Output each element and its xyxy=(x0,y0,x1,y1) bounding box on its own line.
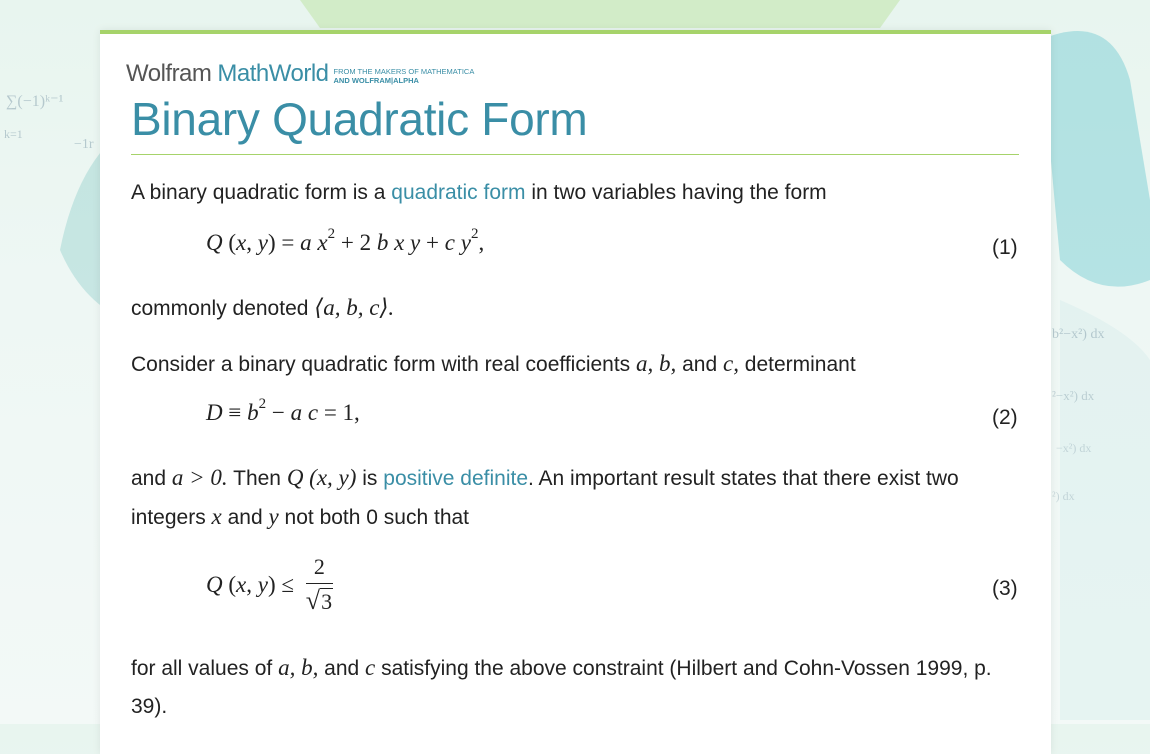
svg-text:²) dx: ²) dx xyxy=(1052,489,1075,503)
p3-text-e: determinant xyxy=(738,353,856,376)
p1-text-b: in two variables having the form xyxy=(525,181,827,204)
link-positive-definite[interactable]: positive definite xyxy=(383,467,529,490)
logo-tagline xyxy=(334,67,475,85)
equation-1-number: (1) xyxy=(992,236,1018,259)
p4-text-h: and xyxy=(221,506,269,529)
paragraph-3 xyxy=(131,345,1011,384)
p5-text-e: satisfying the above constraint (Hilbert and Cohn-Vossen 1999, p. 39). xyxy=(131,657,992,718)
svg-text:−1r: −1r xyxy=(74,137,94,152)
p2-text: commonly denoted xyxy=(131,297,315,320)
equation-3: Q (x, y) ≤ $\frac{2}{√3}$ xyxy=(206,554,333,615)
p4-text-a: and xyxy=(131,467,172,490)
p5-math-ab: a, b, xyxy=(278,655,319,680)
p3-text-a: Consider a binary quadratic form with real coefficients xyxy=(131,353,637,376)
p1-text-a: A binary quadratic form is a xyxy=(131,181,392,204)
p4-math-y: y xyxy=(268,504,279,529)
logo-mathworld-text: MathWorld xyxy=(217,60,329,87)
p4-text-j: not both 0 such that xyxy=(278,506,470,529)
p4-math-a: a > 0. xyxy=(171,465,228,490)
svg-text:²−x²) dx: ²−x²) dx xyxy=(1052,388,1095,403)
equation-3-number: (3) xyxy=(992,577,1018,600)
svg-text:b²−x²) dx: b²−x²) dx xyxy=(1052,327,1105,342)
svg-text:−x²) dx: −x²) dx xyxy=(1056,441,1092,455)
logo-wolfram-text: Wolfram xyxy=(126,60,212,87)
p5-text-c: and xyxy=(318,657,366,680)
equation-2: $D \equiv b^2 - a$ c = 1, xyxy=(206,396,360,425)
p4-text-e: is xyxy=(356,467,384,490)
p3-math-c: c, xyxy=(722,351,739,376)
p4-math-q: Q (x, y) xyxy=(286,465,357,490)
link-quadratic-form[interactable]: quadratic form xyxy=(391,181,526,204)
logo-tagline-2: AND WOLFRAM|ALPHA xyxy=(333,76,419,85)
p5-math-c: c xyxy=(365,655,376,680)
page-title: Binary Quadratic Form xyxy=(131,93,588,145)
svg-text:k=1: k=1 xyxy=(4,127,23,141)
p4-text-f: . An important result states that there exist two integers xyxy=(131,467,959,529)
paragraph-5 xyxy=(131,649,1011,726)
content-card xyxy=(100,30,1051,754)
p4-text-c: Then xyxy=(227,467,287,490)
p5-text-a: for all values of xyxy=(131,657,279,680)
mathworld-logo[interactable] xyxy=(126,60,474,88)
p3-text-c: and xyxy=(676,353,723,376)
p4-math-x: x xyxy=(211,504,222,529)
paragraph-4 xyxy=(131,459,1011,537)
paragraph-2 xyxy=(131,289,1011,328)
equation-2-number: (2) xyxy=(992,406,1018,429)
fraction: $\frac{2}{√3}$ xyxy=(305,554,333,615)
svg-text:∑(−1)ᵏ⁻¹: ∑(−1)ᵏ⁻¹ xyxy=(6,93,64,110)
logo-tagline-1: FROM THE MAKERS OF MATHEMATICA xyxy=(333,67,475,76)
p3-math-ab: a, b, xyxy=(636,351,677,376)
p2-math: ⟨a, b, c⟩. xyxy=(314,295,395,320)
equation-1: Q (x, y) = a $x^2 + 2$ b x y + c $y^2$, xyxy=(206,226,485,255)
title-divider xyxy=(131,154,1019,155)
paragraph-1 xyxy=(131,174,1011,212)
